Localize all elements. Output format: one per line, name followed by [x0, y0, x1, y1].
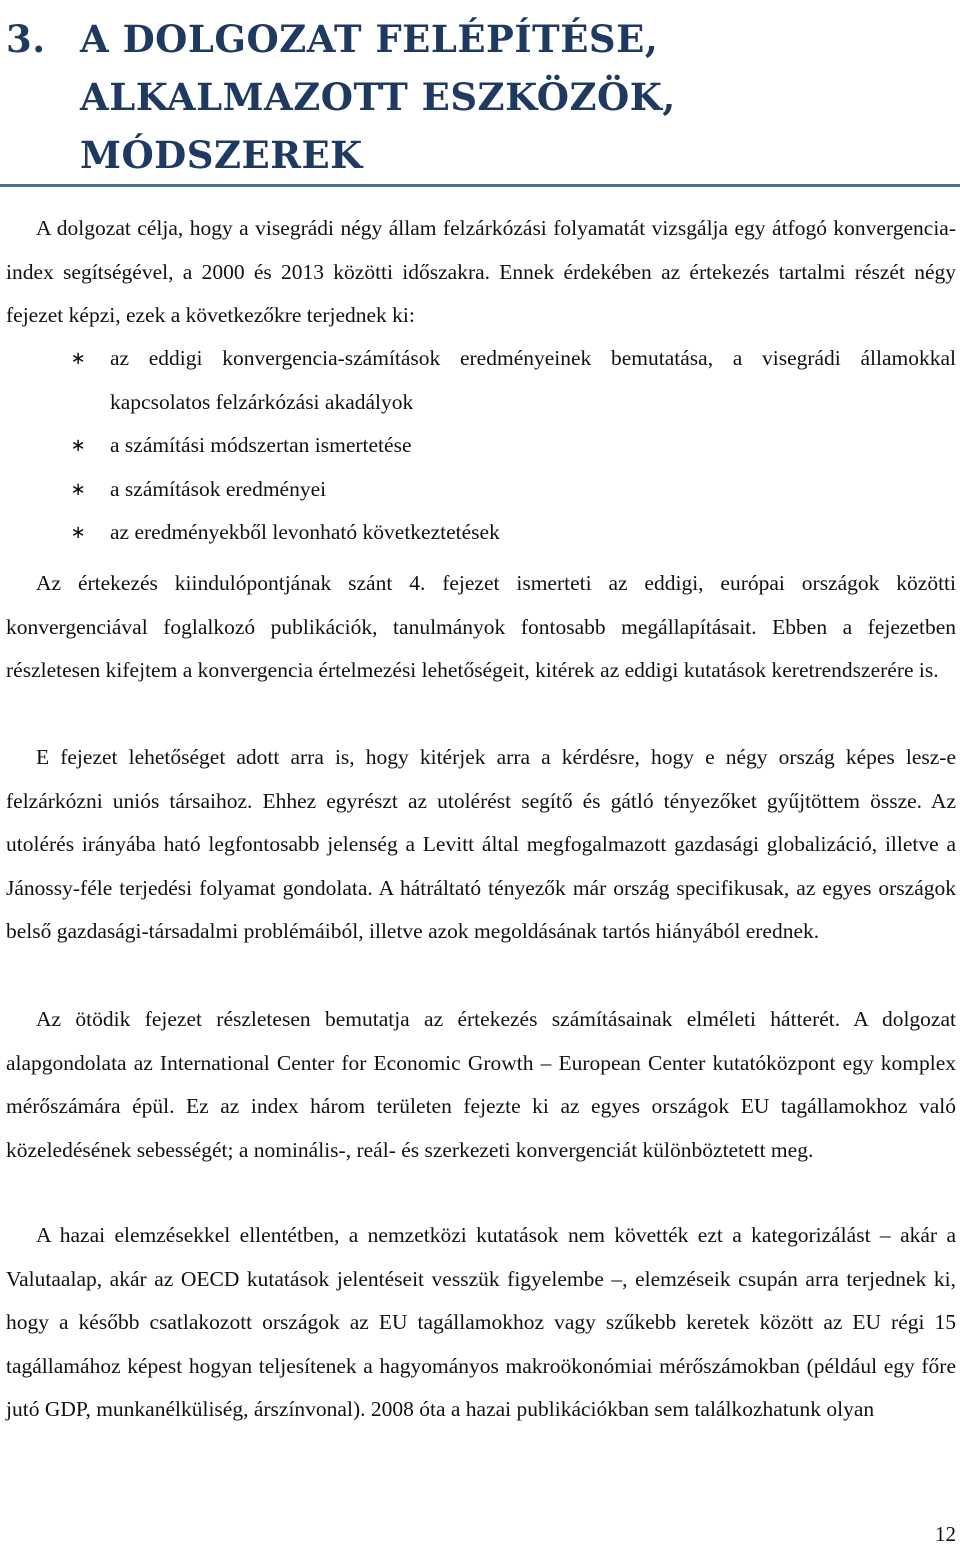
list-item-text: az eredményekből levonható következtetések [110, 520, 500, 545]
list-item-text: a számítási módszertan ismertetése [110, 433, 412, 458]
chapter-number: 3. [6, 17, 46, 61]
list-item [6, 511, 956, 555]
paragraph-chapter-four: Az értekezés kiindulópontjának szánt 4. fejezet ismerteti az eddigi, európai országok közötti konvergenciával foglalkozó publikációk, tanulmányok fontosabb megállapításait. Ebben a fejezetben részletesen kifejtem a konvergencia értelmezési lehetőségeit, kitérek az eddigi kutatások keretrendszerére is. [6, 571, 956, 683]
list-item-text: az eddigi konvergencia-számítások eredményeinek bemutatása, a visegrádi államokkal kapcsolatos felzárkózási akadályok [110, 346, 956, 414]
list-item-text: a számítások eredményei [110, 476, 327, 501]
list-item [6, 468, 956, 512]
asterisk-bullet-icon: ∗ [70, 522, 86, 544]
chapter-title-line: MÓDSZEREK [80, 133, 363, 177]
paragraph-chapter-five: Az ötödik fejezet részletesen bemutatja az értekezés számításainak elméleti hátterét. A dolgozat alapgondolata az International Center for Economic Growth – European Center kutatóközpont egy komplex mérőszámára épül. Ez az index három területen fejezte ki az egyes országok EU tagállamokhoz való közeledésének sebességét; a nominális-, reál- és szerkezeti konvergenciát különböztetett meg. [6, 1007, 956, 1162]
chapter-title-line: ALKALMAZOTT ESZKÖZÖK, [80, 75, 676, 119]
paragraph-catch-up-factors: E fejezet lehetőséget adott arra is, hogy kitérjek arra a kérdésre, hogy e négy ország képes lesz-e felzárkózni uniós társaihoz. Ehhez egyrészt az utolérést segítő és gátló tényezőket gyűjtöttem össze. Az utolérés irányába ható legfontosabb jelenség a Levitt által megfogalmazott gazdasági globalizáció, illetve a Jánossy-féle terjedési folyamat gondolata. A hátráltató tényezők már ország specifikusak, az egyes országok belső gazdasági-társadalmi problémáiból, illetve azok megoldásának tartós hiányából erednek. [6, 745, 956, 944]
page-number: 12 [935, 1522, 956, 1546]
chapter-title [80, 10, 950, 184]
chapter-list [6, 337, 956, 555]
list-item [6, 337, 956, 424]
paragraph-international-research: A hazai elemzésekkel ellentétben, a nemzetközi kutatások nem követték ezt a kategorizálást – akár a Valutaalap, akár az OECD kutatások jelentéseit vesszük figyelembe –, elemzéseik csupán arra terjednek ki, hogy a később csatlakozott országok az EU tagállamokhoz vagy szűkebb keretek között az EU régi 15 tagállamához képest hogyan teljesítenek a hagyományos makroökonómiai mérőszámokban (például egy főre jutó GDP, munkanélküliség, árszínvonal). 2008 óta a hazai publikációkban sem találkozhatunk olyan [6, 1223, 956, 1422]
asterisk-bullet-icon: ∗ [70, 348, 86, 369]
chapter-title-line: A DOLGOZAT FELÉPÍTÉSE, [80, 17, 659, 61]
asterisk-bullet-icon: ∗ [70, 478, 86, 500]
paragraph-intro: A dolgozat célja, hogy a visegrádi négy állam felzárkózási folyamatát vizsgálja egy átfogó konvergencia-index segítségével, a 2000 és 2013 közötti időszakra. Ennek érdekében az értekezés tartalmi részét négy fejezet képzi, ezek a következőkre terjednek ki: [6, 216, 956, 328]
heading-underline [0, 184, 960, 187]
list-item [6, 424, 956, 468]
asterisk-bullet-icon: ∗ [70, 435, 86, 457]
